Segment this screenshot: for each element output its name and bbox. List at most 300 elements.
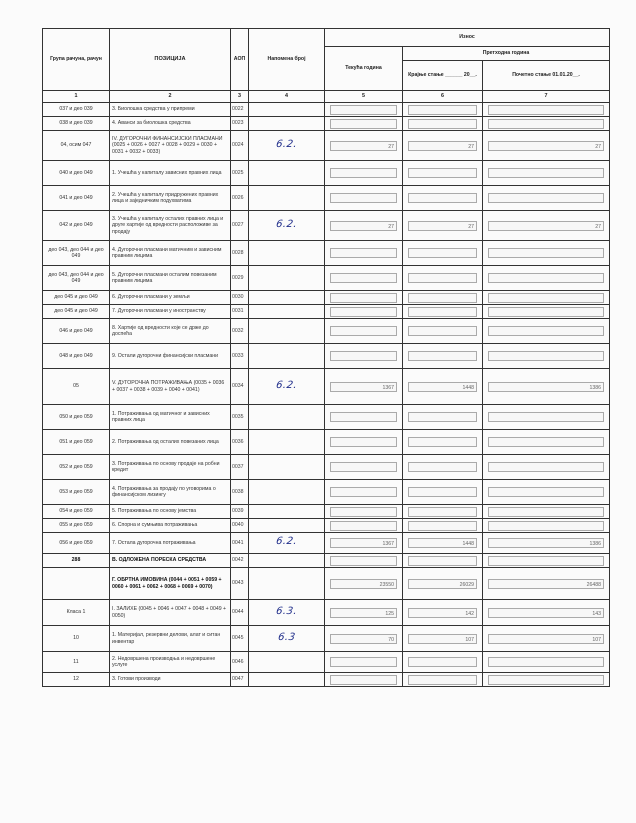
opening-amount-field[interactable] bbox=[488, 326, 604, 336]
opening-amount-field[interactable] bbox=[488, 307, 604, 317]
closing-amount-field[interactable] bbox=[408, 556, 477, 566]
closing-amount-cell[interactable] bbox=[403, 405, 483, 430]
note-number-cell[interactable] bbox=[249, 211, 325, 241]
table-row bbox=[43, 117, 610, 131]
aop-code: 0029 bbox=[231, 266, 249, 291]
account-code: 037 и део 039 bbox=[43, 103, 110, 117]
closing-amount-value: 27 bbox=[468, 223, 474, 230]
account-code: 046 и део 049 bbox=[43, 319, 110, 344]
opening-amount-cell[interactable] bbox=[483, 291, 610, 305]
note-number-cell[interactable] bbox=[249, 505, 325, 519]
aop-code: 0045 bbox=[231, 626, 249, 652]
current-amount-field[interactable] bbox=[330, 507, 397, 517]
opening-amount-cell[interactable] bbox=[483, 673, 610, 687]
position-label: IV. ДУГОРОЧНИ ФИНАНСИЈСКИ ПЛАСМАНИ (0025 + 0026 + 0027 + 0028 + 0029 + 0030 + 0031 + 0032 + 0033) bbox=[110, 131, 231, 161]
opening-amount-value: 107 bbox=[592, 636, 601, 643]
note-number-cell[interactable] bbox=[249, 305, 325, 319]
table-row bbox=[43, 519, 610, 533]
opening-amount-value: 1386 bbox=[589, 541, 601, 547]
current-amount-cell[interactable] bbox=[325, 480, 403, 505]
column-number: 7 bbox=[483, 91, 610, 103]
header-position: ПОЗИЦИЈА bbox=[110, 29, 231, 91]
position-label: 5. Потраживања по основу јемства bbox=[110, 505, 231, 519]
note-number-cell[interactable] bbox=[249, 455, 325, 480]
account-code: 056 и део 059 bbox=[43, 533, 110, 554]
aop-code: 0035 bbox=[231, 405, 249, 430]
opening-amount-cell[interactable] bbox=[483, 405, 610, 430]
note-number-cell[interactable] bbox=[249, 266, 325, 291]
closing-amount-cell[interactable] bbox=[403, 161, 483, 186]
note-number-cell[interactable] bbox=[249, 117, 325, 131]
account-code: део 043, део 044 и део 049 bbox=[43, 241, 110, 266]
closing-amount-field[interactable] bbox=[408, 608, 477, 618]
opening-amount-field[interactable] bbox=[488, 193, 604, 203]
column-number: 4 bbox=[249, 91, 325, 103]
position-label: V. ДУГОРОЧНА ПОТРАЖИВАЊА (0035 + 0036 + 0037 + 0038 + 0039 + 0040 + 0041) bbox=[110, 369, 231, 405]
closing-amount-cell[interactable] bbox=[403, 305, 483, 319]
opening-amount-field[interactable] bbox=[488, 248, 604, 258]
column-number: 3 bbox=[231, 91, 249, 103]
current-amount-cell[interactable] bbox=[325, 211, 403, 241]
closing-amount-field[interactable] bbox=[408, 675, 477, 685]
column-number: 1 bbox=[43, 91, 110, 103]
current-amount-cell[interactable] bbox=[325, 430, 403, 455]
aop-code: 0040 bbox=[231, 519, 249, 533]
header-account-group: Група рачуна, рачун bbox=[43, 29, 110, 91]
aop-code: 0037 bbox=[231, 455, 249, 480]
closing-amount-value: 142 bbox=[465, 610, 474, 617]
table-row bbox=[43, 405, 610, 430]
opening-amount-field[interactable] bbox=[488, 273, 604, 283]
current-amount-field[interactable] bbox=[330, 248, 397, 258]
opening-amount-cell[interactable] bbox=[483, 505, 610, 519]
closing-amount-cell[interactable] bbox=[403, 533, 483, 554]
closing-amount-field[interactable] bbox=[408, 221, 477, 231]
opening-amount-field[interactable] bbox=[488, 521, 604, 531]
current-amount-field[interactable] bbox=[330, 221, 397, 231]
aop-code: 0038 bbox=[231, 480, 249, 505]
closing-amount-cell[interactable] bbox=[403, 344, 483, 369]
account-code: 10 bbox=[43, 626, 110, 652]
current-amount-field[interactable] bbox=[330, 307, 397, 317]
table-row bbox=[43, 161, 610, 186]
closing-amount-cell[interactable] bbox=[403, 554, 483, 568]
current-amount-field[interactable] bbox=[330, 351, 397, 361]
closing-amount-cell[interactable] bbox=[403, 652, 483, 673]
aop-code: 0043 bbox=[231, 568, 249, 600]
closing-amount-field[interactable] bbox=[408, 657, 477, 667]
aop-code: 0033 bbox=[231, 344, 249, 369]
table-row bbox=[43, 626, 610, 652]
account-code: 054 и део 059 bbox=[43, 505, 110, 519]
current-amount-cell[interactable] bbox=[325, 369, 403, 405]
aop-code: 0031 bbox=[231, 305, 249, 319]
aop-code: 0030 bbox=[231, 291, 249, 305]
account-code: 04, осим 047 bbox=[43, 131, 110, 161]
closing-amount-field[interactable] bbox=[408, 273, 477, 283]
opening-amount-cell[interactable] bbox=[483, 600, 610, 626]
current-amount-field[interactable] bbox=[330, 521, 397, 531]
aop-code: 0044 bbox=[231, 600, 249, 626]
note-number-cell[interactable] bbox=[249, 600, 325, 626]
column-number-row bbox=[43, 91, 610, 103]
opening-amount-field[interactable] bbox=[488, 538, 604, 548]
opening-amount-field[interactable] bbox=[488, 675, 604, 685]
opening-amount-cell[interactable] bbox=[483, 186, 610, 211]
table-row bbox=[43, 131, 610, 161]
current-amount-cell[interactable] bbox=[325, 241, 403, 266]
opening-amount-field[interactable] bbox=[488, 437, 604, 447]
closing-amount-cell[interactable] bbox=[403, 480, 483, 505]
current-amount-cell[interactable] bbox=[325, 103, 403, 117]
note-number-cell[interactable] bbox=[249, 344, 325, 369]
account-code: 05 bbox=[43, 369, 110, 405]
opening-amount-field[interactable] bbox=[488, 507, 604, 517]
position-label: 4. Аванси за биолошка средства bbox=[110, 117, 231, 131]
current-amount-field[interactable] bbox=[330, 608, 397, 618]
opening-amount-cell[interactable] bbox=[483, 652, 610, 673]
closing-amount-field[interactable] bbox=[408, 293, 477, 303]
position-label: 4. Потраживања за продају по уговорима о финансијском лизингу bbox=[110, 480, 231, 505]
current-amount-field[interactable] bbox=[330, 675, 397, 685]
current-amount-cell[interactable] bbox=[325, 117, 403, 131]
header-opening-balance: Почетно стање 01.01.20__. bbox=[483, 61, 610, 91]
opening-amount-cell[interactable] bbox=[483, 533, 610, 554]
opening-amount-value: 27 bbox=[595, 143, 601, 150]
closing-amount-field[interactable] bbox=[408, 119, 477, 129]
table-row bbox=[43, 455, 610, 480]
opening-amount-field[interactable] bbox=[488, 141, 604, 151]
note-number-cell[interactable] bbox=[249, 186, 325, 211]
opening-amount-value: 27 bbox=[595, 223, 601, 230]
account-code: део 043, део 044 и део 049 bbox=[43, 266, 110, 291]
position-label: 2. Недовршена производња и недовршене услуге bbox=[110, 652, 231, 673]
current-amount-field[interactable] bbox=[330, 382, 397, 392]
closing-amount-cell[interactable] bbox=[403, 673, 483, 687]
closing-amount-field[interactable] bbox=[408, 307, 477, 317]
table-row bbox=[43, 600, 610, 626]
opening-amount-cell[interactable] bbox=[483, 626, 610, 652]
opening-amount-field[interactable] bbox=[488, 634, 604, 644]
current-amount-field[interactable] bbox=[330, 141, 397, 151]
aop-code: 0036 bbox=[231, 430, 249, 455]
current-amount-cell[interactable] bbox=[325, 505, 403, 519]
note-number-cell[interactable] bbox=[249, 319, 325, 344]
opening-amount-cell[interactable] bbox=[483, 519, 610, 533]
closing-amount-field[interactable] bbox=[408, 248, 477, 258]
closing-amount-field[interactable] bbox=[408, 351, 477, 361]
closing-amount-field[interactable] bbox=[408, 579, 477, 589]
closing-amount-field[interactable] bbox=[408, 141, 477, 151]
opening-amount-field[interactable] bbox=[488, 119, 604, 129]
current-amount-value: 1367 bbox=[382, 384, 394, 391]
closing-amount-field[interactable] bbox=[408, 412, 477, 422]
opening-amount-field[interactable] bbox=[488, 487, 604, 497]
table-row bbox=[43, 344, 610, 369]
handwritten-note-number: 6.2. bbox=[275, 138, 298, 150]
note-number-cell[interactable] bbox=[249, 673, 325, 687]
current-amount-field[interactable] bbox=[330, 193, 397, 203]
current-amount-field[interactable] bbox=[330, 634, 397, 644]
current-amount-cell[interactable] bbox=[325, 405, 403, 430]
position-label: 2. Учешћа у капиталу придружених правних лица и заједничким подухватима bbox=[110, 186, 231, 211]
current-amount-cell[interactable] bbox=[325, 266, 403, 291]
header-note-number: Напомена број bbox=[249, 29, 325, 91]
current-amount-field[interactable] bbox=[330, 168, 397, 178]
current-amount-cell[interactable] bbox=[325, 519, 403, 533]
current-amount-field[interactable] bbox=[330, 579, 397, 589]
closing-amount-field[interactable] bbox=[408, 634, 477, 644]
opening-amount-field[interactable] bbox=[488, 105, 604, 115]
opening-amount-cell[interactable] bbox=[483, 266, 610, 291]
account-code: 055 и део 059 bbox=[43, 519, 110, 533]
closing-amount-cell[interactable] bbox=[403, 266, 483, 291]
opening-amount-field[interactable] bbox=[488, 412, 604, 422]
current-amount-cell[interactable] bbox=[325, 626, 403, 652]
note-number-cell[interactable] bbox=[249, 554, 325, 568]
header-previous-year: Претходна година bbox=[403, 47, 610, 61]
note-number-cell[interactable] bbox=[249, 131, 325, 161]
account-code: 12 bbox=[43, 673, 110, 687]
closing-amount-cell[interactable] bbox=[403, 568, 483, 600]
opening-amount-field[interactable] bbox=[488, 556, 604, 566]
table-row bbox=[43, 480, 610, 505]
aop-code: 0047 bbox=[231, 673, 249, 687]
opening-amount-cell[interactable] bbox=[483, 319, 610, 344]
closing-amount-cell[interactable] bbox=[403, 369, 483, 405]
current-amount-field[interactable] bbox=[330, 437, 397, 447]
closing-amount-field[interactable] bbox=[408, 105, 477, 115]
opening-amount-value: 1386 bbox=[589, 384, 601, 391]
closing-amount-cell[interactable] bbox=[403, 319, 483, 344]
current-amount-field[interactable] bbox=[330, 326, 397, 336]
table-row bbox=[43, 319, 610, 344]
opening-amount-cell[interactable] bbox=[483, 161, 610, 186]
current-amount-field[interactable] bbox=[330, 657, 397, 667]
header-aop: АОП bbox=[231, 29, 249, 91]
table-row bbox=[43, 305, 610, 319]
position-label: 1. Потраживања од матичног и зависних правних лица bbox=[110, 405, 231, 430]
note-number-cell[interactable] bbox=[249, 291, 325, 305]
table-row bbox=[43, 533, 610, 554]
opening-amount-field[interactable] bbox=[488, 221, 604, 231]
current-amount-value: 70 bbox=[388, 636, 394, 643]
header-current-year: Текућа година bbox=[325, 47, 403, 91]
aop-code: 0039 bbox=[231, 505, 249, 519]
closing-amount-cell[interactable] bbox=[403, 626, 483, 652]
current-amount-field[interactable] bbox=[330, 105, 397, 115]
closing-amount-value: 1448 bbox=[462, 384, 474, 391]
opening-amount-cell[interactable] bbox=[483, 241, 610, 266]
handwritten-note-number: 6.2. bbox=[275, 379, 298, 391]
current-amount-cell[interactable] bbox=[325, 455, 403, 480]
current-amount-field[interactable] bbox=[330, 293, 397, 303]
table-row bbox=[43, 554, 610, 568]
closing-amount-cell[interactable] bbox=[403, 103, 483, 117]
closing-amount-cell[interactable] bbox=[403, 117, 483, 131]
opening-amount-cell[interactable] bbox=[483, 455, 610, 480]
note-number-cell[interactable] bbox=[249, 430, 325, 455]
note-number-cell[interactable] bbox=[249, 405, 325, 430]
current-amount-value: 27 bbox=[388, 143, 394, 150]
header-closing-balance: Крајње стање ______ 20__. bbox=[403, 61, 483, 91]
closing-amount-field[interactable] bbox=[408, 538, 477, 548]
opening-amount-field[interactable] bbox=[488, 579, 604, 589]
closing-amount-field[interactable] bbox=[408, 521, 477, 531]
position-label: 6. Дугорочни пласмани у земљи bbox=[110, 291, 231, 305]
current-amount-cell[interactable] bbox=[325, 554, 403, 568]
opening-amount-field[interactable] bbox=[488, 168, 604, 178]
position-label: 3. Готови производи bbox=[110, 673, 231, 687]
aop-code: 0046 bbox=[231, 652, 249, 673]
current-amount-field[interactable] bbox=[330, 538, 397, 548]
account-code: 050 и део 059 bbox=[43, 405, 110, 430]
closing-amount-value: 27 bbox=[468, 143, 474, 150]
closing-amount-field[interactable] bbox=[408, 437, 477, 447]
opening-amount-cell[interactable] bbox=[483, 131, 610, 161]
closing-amount-cell[interactable] bbox=[403, 131, 483, 161]
opening-amount-field[interactable] bbox=[488, 293, 604, 303]
position-label: 3. Потраживања по основу продаје на робни кредит bbox=[110, 455, 231, 480]
current-amount-cell[interactable] bbox=[325, 652, 403, 673]
closing-amount-field[interactable] bbox=[408, 193, 477, 203]
account-code: део 045 и део 049 bbox=[43, 305, 110, 319]
note-number-cell[interactable] bbox=[249, 161, 325, 186]
current-amount-cell[interactable] bbox=[325, 673, 403, 687]
current-amount-cell[interactable] bbox=[325, 186, 403, 211]
table-row bbox=[43, 369, 610, 405]
closing-amount-field[interactable] bbox=[408, 326, 477, 336]
aop-code: 0025 bbox=[231, 161, 249, 186]
opening-amount-cell[interactable] bbox=[483, 305, 610, 319]
opening-amount-cell[interactable] bbox=[483, 554, 610, 568]
position-label: 1. Материјал, резервни делови, алат и ситан инвентар bbox=[110, 626, 231, 652]
closing-amount-value: 1448 bbox=[462, 541, 474, 547]
closing-amount-value: 107 bbox=[465, 636, 474, 643]
closing-amount-field[interactable] bbox=[408, 382, 477, 392]
opening-amount-value: 26488 bbox=[586, 581, 601, 588]
table-row bbox=[43, 211, 610, 241]
opening-amount-value: 143 bbox=[592, 610, 601, 617]
handwritten-note-number: 6.2. bbox=[275, 218, 298, 230]
position-label: 2. Потраживања од осталих повезаних лица bbox=[110, 430, 231, 455]
position-label: 8. Хартије од вредности које се држе до доспећа bbox=[110, 319, 231, 344]
opening-amount-cell[interactable] bbox=[483, 103, 610, 117]
note-number-cell[interactable] bbox=[249, 568, 325, 600]
closing-amount-field[interactable] bbox=[408, 168, 477, 178]
aop-code: 0027 bbox=[231, 211, 249, 241]
note-number-cell[interactable] bbox=[249, 652, 325, 673]
table-row bbox=[43, 186, 610, 211]
closing-amount-cell[interactable] bbox=[403, 455, 483, 480]
note-number-cell[interactable] bbox=[249, 241, 325, 266]
position-label: 9. Остали дугорочни финансијски пласмани bbox=[110, 344, 231, 369]
current-amount-field[interactable] bbox=[330, 462, 397, 472]
opening-amount-cell[interactable] bbox=[483, 344, 610, 369]
aop-code: 0023 bbox=[231, 117, 249, 131]
aop-code: 0024 bbox=[231, 131, 249, 161]
aop-code: 0034 bbox=[231, 369, 249, 405]
closing-amount-cell[interactable] bbox=[403, 430, 483, 455]
opening-amount-cell[interactable] bbox=[483, 568, 610, 600]
closing-amount-cell[interactable] bbox=[403, 241, 483, 266]
current-amount-field[interactable] bbox=[330, 273, 397, 283]
opening-amount-cell[interactable] bbox=[483, 117, 610, 131]
closing-amount-field[interactable] bbox=[408, 507, 477, 517]
opening-amount-field[interactable] bbox=[488, 657, 604, 667]
closing-amount-field[interactable] bbox=[408, 487, 477, 497]
account-code: 040 и део 049 bbox=[43, 161, 110, 186]
table-row bbox=[43, 652, 610, 673]
aop-code: 0022 bbox=[231, 103, 249, 117]
closing-amount-cell[interactable] bbox=[403, 211, 483, 241]
opening-amount-field[interactable] bbox=[488, 608, 604, 618]
current-amount-cell[interactable] bbox=[325, 161, 403, 186]
opening-amount-cell[interactable] bbox=[483, 430, 610, 455]
opening-amount-field[interactable] bbox=[488, 462, 604, 472]
closing-amount-cell[interactable] bbox=[403, 600, 483, 626]
position-label: 7. Остала дугорочна потраживања bbox=[110, 533, 231, 554]
current-amount-field[interactable] bbox=[330, 556, 397, 566]
closing-amount-cell[interactable] bbox=[403, 505, 483, 519]
note-number-cell[interactable] bbox=[249, 369, 325, 405]
table-row bbox=[43, 505, 610, 519]
position-label: 3. Учешћа у капиталу осталих правних лица и друге хартије од вредности расположиве за продају bbox=[110, 211, 231, 241]
opening-amount-field[interactable] bbox=[488, 382, 604, 392]
opening-amount-cell[interactable] bbox=[483, 480, 610, 505]
closing-amount-cell[interactable] bbox=[403, 291, 483, 305]
position-label: В. ОДЛОЖЕНА ПОРЕСКА СРЕДСТВА bbox=[110, 554, 231, 568]
note-number-cell[interactable] bbox=[249, 533, 325, 554]
current-amount-cell[interactable] bbox=[325, 344, 403, 369]
opening-amount-cell[interactable] bbox=[483, 211, 610, 241]
current-amount-field[interactable] bbox=[330, 487, 397, 497]
account-code: 051 и део 059 bbox=[43, 430, 110, 455]
closing-amount-cell[interactable] bbox=[403, 186, 483, 211]
opening-amount-field[interactable] bbox=[488, 351, 604, 361]
current-amount-cell[interactable] bbox=[325, 533, 403, 554]
handwritten-note-number: 6.3. bbox=[275, 605, 298, 617]
current-amount-cell[interactable] bbox=[325, 600, 403, 626]
note-number-cell[interactable] bbox=[249, 103, 325, 117]
account-code: 038 и део 039 bbox=[43, 117, 110, 131]
note-number-cell[interactable] bbox=[249, 519, 325, 533]
table-row bbox=[43, 241, 610, 266]
aop-code: 0028 bbox=[231, 241, 249, 266]
account-code: 041 и део 049 bbox=[43, 186, 110, 211]
opening-amount-cell[interactable] bbox=[483, 369, 610, 405]
note-number-cell[interactable] bbox=[249, 626, 325, 652]
account-code bbox=[43, 568, 110, 600]
current-amount-field[interactable] bbox=[330, 412, 397, 422]
table-row bbox=[43, 103, 610, 117]
column-number: 5 bbox=[325, 91, 403, 103]
closing-amount-field[interactable] bbox=[408, 462, 477, 472]
current-amount-cell[interactable] bbox=[325, 568, 403, 600]
aop-code: 0032 bbox=[231, 319, 249, 344]
current-amount-cell[interactable] bbox=[325, 291, 403, 305]
current-amount-value: 1367 bbox=[382, 541, 394, 547]
closing-amount-cell[interactable] bbox=[403, 519, 483, 533]
current-amount-cell[interactable] bbox=[325, 319, 403, 344]
current-amount-field[interactable] bbox=[330, 119, 397, 129]
account-code: део 045 и део 049 bbox=[43, 291, 110, 305]
current-amount-cell[interactable] bbox=[325, 131, 403, 161]
note-number-cell[interactable] bbox=[249, 480, 325, 505]
account-code: 052 и део 059 bbox=[43, 455, 110, 480]
table-row bbox=[43, 266, 610, 291]
current-amount-cell[interactable] bbox=[325, 305, 403, 319]
